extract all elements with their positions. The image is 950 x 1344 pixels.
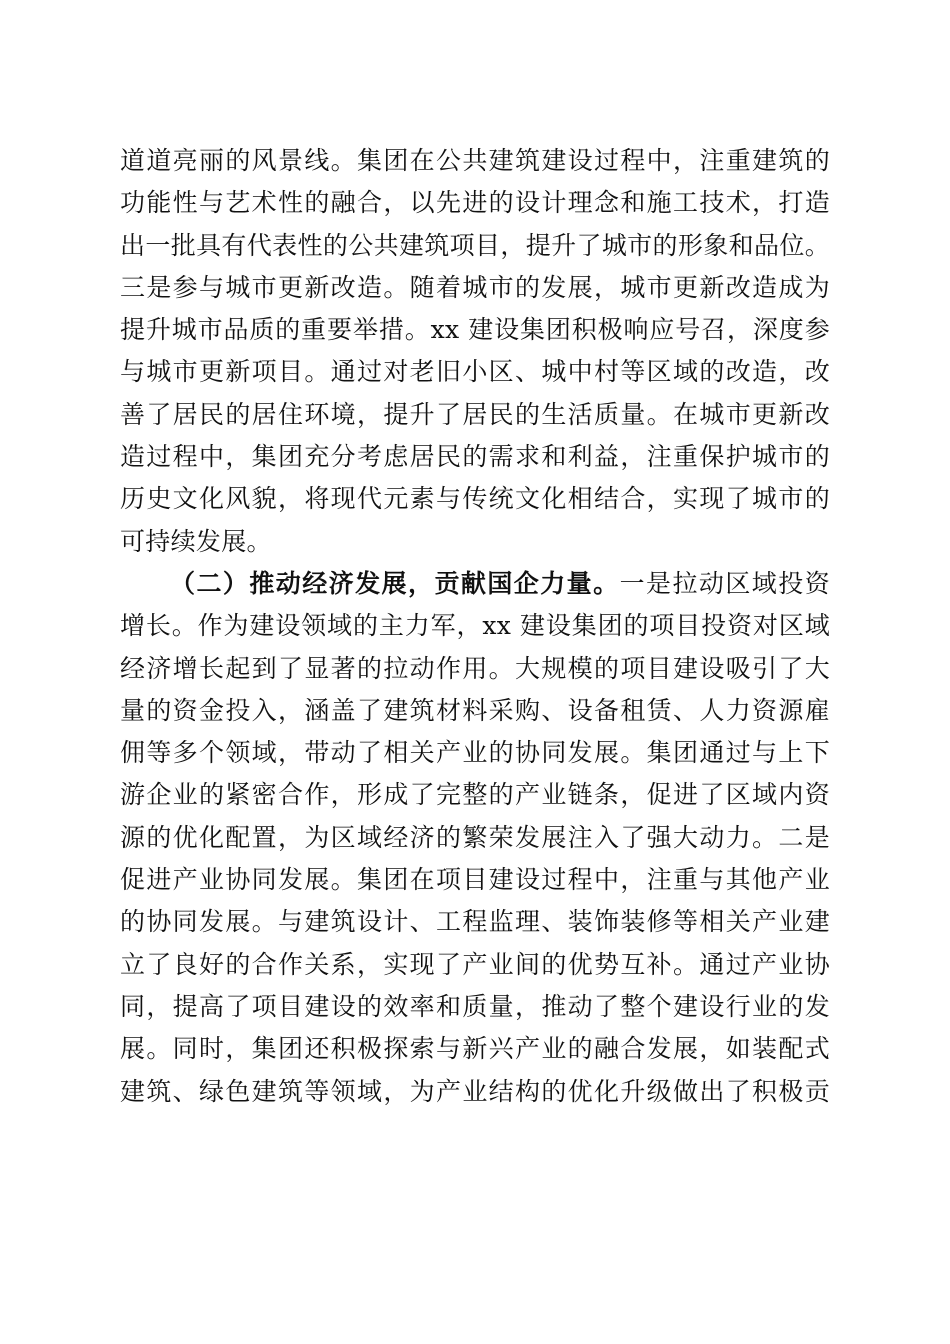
section-heading: （二）推动经济发展，贡献国企力量。 bbox=[170, 568, 620, 598]
section-heading-rest: 一是拉动区域投资 bbox=[619, 568, 830, 598]
text-line: 可持续发展。 bbox=[120, 526, 272, 556]
text-line: 展。同时，集团还积极探索与新兴产业的融合发展，如装配式 bbox=[120, 1034, 830, 1064]
body-text bbox=[120, 140, 830, 1113]
text-line: 历史文化风貌，将现代元素与传统文化相结合，实现了城市的 bbox=[120, 484, 830, 514]
text-line: 建筑、绿色建筑等领域，为产业结构的优化升级做出了积极贡 bbox=[120, 1076, 830, 1106]
text-line: 佣等多个领域，带动了相关产业的协同发展。集团通过与上下 bbox=[120, 738, 830, 768]
text-line: 同，提高了项目建设的效率和质量，推动了整个建设行业的发 bbox=[120, 991, 830, 1021]
text-line: 增长。作为建设领域的主力军，xx 建设集团的项目投资对区域 bbox=[120, 611, 830, 641]
text-line: 量的资金投入，涵盖了建筑材料采购、设备租赁、人力资源雇 bbox=[120, 695, 830, 725]
text-line: 游企业的紧密合作，形成了完整的产业链条，促进了区域内资 bbox=[120, 780, 830, 810]
text-line: 经济增长起到了显著的拉动作用。大规模的项目建设吸引了大 bbox=[120, 653, 830, 683]
text-line: 源的优化配置，为区域经济的繁荣发展注入了强大动力。二是 bbox=[120, 822, 830, 852]
text-line: 提升城市品质的重要举措。xx 建设集团积极响应号召，深度参 bbox=[120, 315, 830, 345]
section-heading-line bbox=[120, 563, 830, 605]
text-line: 的协同发展。与建筑设计、工程监理、装饰装修等相关产业建 bbox=[120, 907, 830, 937]
text-line: 立了良好的合作关系，实现了产业间的优势互补。通过产业协 bbox=[120, 949, 830, 979]
text-line: 出一批具有代表性的公共建筑项目，提升了城市的形象和品位。 bbox=[120, 230, 830, 260]
text-line: 善了居民的居住环境，提升了居民的生活质量。在城市更新改 bbox=[120, 399, 830, 429]
text-line: 造过程中，集团充分考虑居民的需求和利益，注重保护城市的 bbox=[120, 442, 830, 472]
text-line: 三是参与城市更新改造。随着城市的发展，城市更新改造成为 bbox=[120, 272, 830, 302]
text-line: 功能性与艺术性的融合，以先进的设计理念和施工技术，打造 bbox=[120, 188, 830, 218]
text-line: 与城市更新项目。通过对老旧小区、城中村等区域的改造，改 bbox=[120, 357, 830, 387]
text-line: 促进产业协同发展。集团在项目建设过程中，注重与其他产业 bbox=[120, 865, 830, 895]
text-line: 道道亮丽的风景线。集团在公共建筑建设过程中，注重建筑的 bbox=[120, 146, 830, 175]
